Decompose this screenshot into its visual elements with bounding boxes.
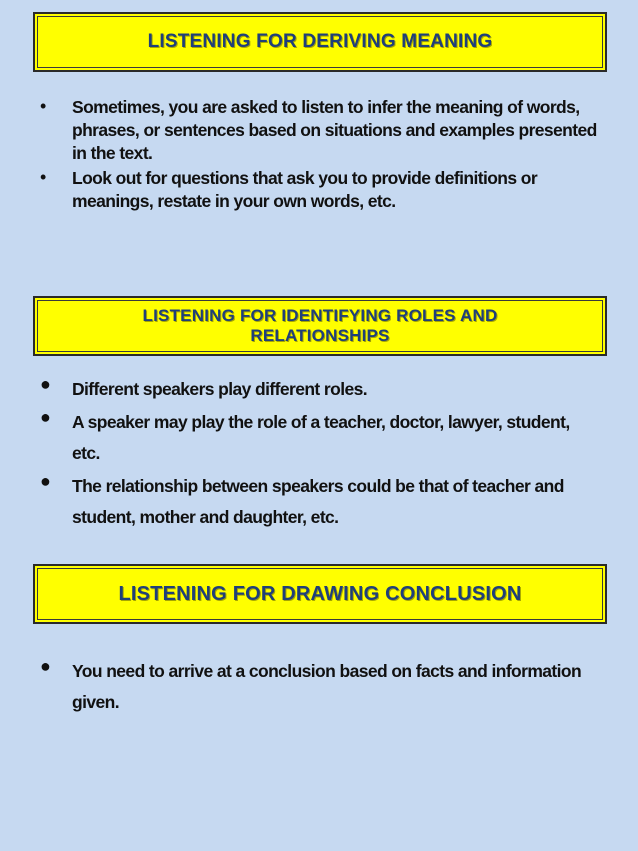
list-item	[30, 471, 600, 533]
bullet-icon: ●	[40, 374, 51, 394]
list-item	[30, 374, 600, 405]
bullet-text: The relationship between speakers could be that of teacher and student, mother and daughter, etc.	[72, 476, 564, 527]
bullet-text: A speaker may play the role of a teacher, doctor, lawyer, student, etc.	[72, 412, 570, 463]
list-item	[30, 167, 600, 213]
heading-text	[143, 306, 498, 346]
bullet-text: Different speakers play different roles.	[72, 379, 367, 399]
bullet-icon: ●	[40, 656, 51, 676]
bullet-text: Sometimes, you are asked to listen to infer the meaning of words, phrases, or sentences based on situations and examples presented in the text.	[72, 97, 597, 163]
bullet-icon: •	[40, 167, 47, 187]
heading-line-1: LISTENING FOR IDENTIFYING ROLES AND	[142, 306, 498, 325]
bullet-list-roles-relationships	[30, 374, 600, 535]
heading-line-2: RELATIONSHIPS	[250, 326, 390, 345]
list-item	[30, 656, 600, 718]
bullet-list-deriving-meaning	[30, 96, 600, 215]
bullet-list-drawing-conclusion	[30, 656, 600, 718]
bullet-text: You need to arrive at a conclusion based on facts and information given.	[72, 661, 582, 712]
section-heading-deriving-meaning	[33, 12, 607, 72]
bullet-icon: •	[40, 96, 47, 116]
section-heading-roles-relationships	[33, 296, 607, 356]
bullet-icon: ●	[40, 407, 51, 427]
list-item	[30, 96, 600, 165]
bullet-icon: ●	[40, 471, 51, 491]
list-item	[30, 407, 600, 469]
heading-text: LISTENING FOR DERIVING MEANING	[147, 31, 493, 52]
section-heading-drawing-conclusion	[33, 564, 607, 624]
heading-text: LISTENING FOR DRAWING CONCLUSION	[118, 582, 522, 605]
bullet-text: Look out for questions that ask you to provide definitions or meanings, restate in your own words, etc.	[72, 168, 538, 211]
